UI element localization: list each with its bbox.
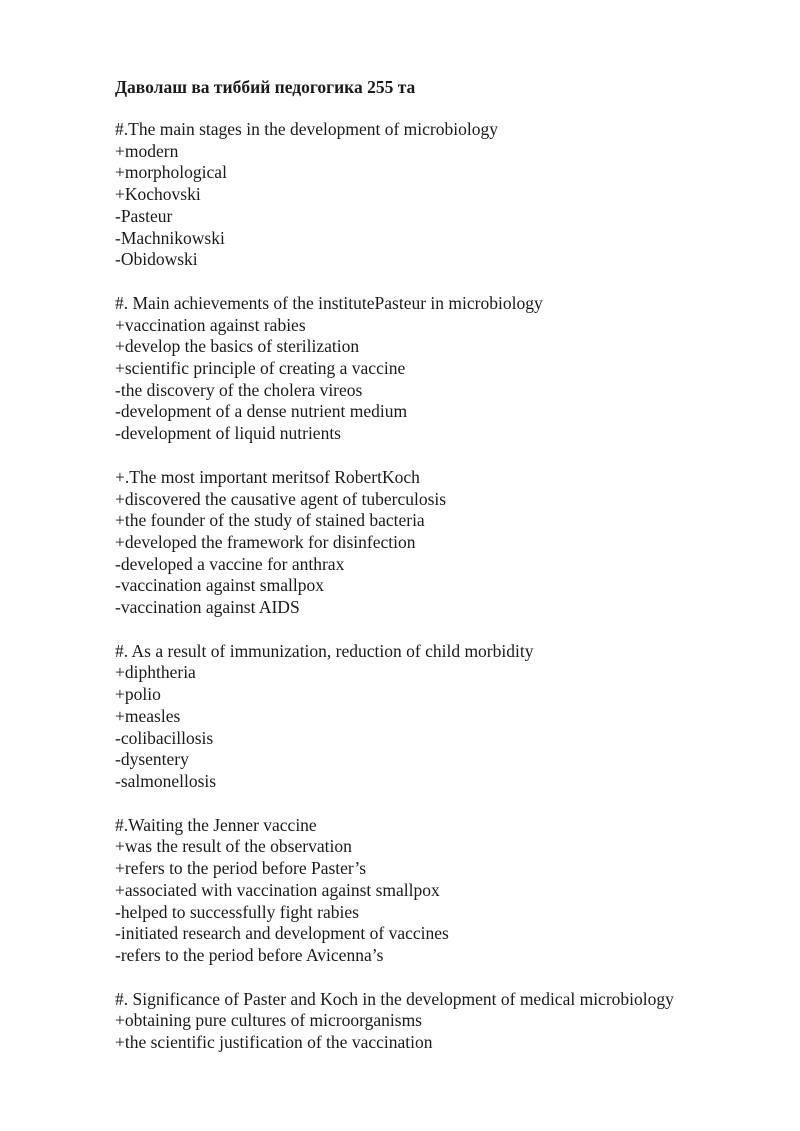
answer-option: +measles (115, 705, 181, 726)
answer-option: +diphtheria (115, 662, 196, 683)
question-block (115, 641, 775, 793)
answer-option: +refers to the period before Paster’s (115, 858, 367, 879)
answer-option: +associated with vaccination against smallpox (115, 879, 440, 900)
answer-option: +obtaining pure cultures of microorganisms (115, 1010, 422, 1031)
question-text: +.The most important meritsof RobertKoch (115, 466, 420, 487)
question-block (115, 467, 775, 619)
answer-option: -development of liquid nutrients (115, 423, 341, 444)
answer-option: -development of a dense nutrient medium (115, 401, 408, 422)
question-text: #.Waiting the Jenner vaccine (115, 814, 317, 835)
question-block (115, 293, 775, 445)
answer-option: -vaccination against smallpox (115, 575, 324, 596)
answer-option: +polio (115, 684, 161, 705)
answer-option: -refers to the period before Avicenna’s (115, 944, 384, 965)
question-text: #. As a result of immunization, reduction of child morbidity (115, 640, 534, 661)
answer-option: -developed a vaccine for anthrax (115, 553, 345, 574)
answer-option: -helped to successfully fight rabies (115, 901, 359, 922)
document-title: Даволаш ва тиббий педогогика 255 та (115, 77, 416, 97)
question-block (115, 119, 775, 271)
answer-option: +the scientific justification of the vaccination (115, 1032, 433, 1053)
answer-option: +vaccination against rabies (115, 314, 306, 335)
answer-option: +developed the framework for disinfection (115, 531, 416, 552)
answer-option: -colibacillosis (115, 727, 214, 748)
question-text: #. Main achievements of the institutePasteur in microbiology (115, 292, 543, 313)
question-text: #.The main stages in the development of microbiology (115, 119, 498, 139)
answer-option: +the founder of the study of stained bacteria (115, 510, 425, 531)
answer-option: -Obidowski (115, 249, 198, 270)
answer-option: -the discovery of the cholera vireos (115, 379, 363, 400)
answer-option: -salmonellosis (115, 770, 217, 791)
document-content (115, 76, 775, 1076)
question-block (115, 815, 775, 967)
question-block (115, 989, 775, 1054)
answer-option: -initiated research and development of vaccines (115, 923, 449, 944)
answer-option: +morphological (115, 162, 227, 183)
answer-option: +develop the basics of sterilization (115, 336, 360, 357)
answer-option: -Pasteur (115, 205, 173, 226)
answer-option: +Kochovski (115, 184, 201, 205)
answer-option: -vaccination against AIDS (115, 597, 300, 618)
answer-option: +modern (115, 140, 179, 161)
answer-option: +was the result of the observation (115, 836, 352, 857)
answer-option: +discovered the causative agent of tuberculosis (115, 488, 447, 509)
answer-option: -dysentery (115, 749, 189, 770)
answer-option: +scientific principle of creating a vaccine (115, 358, 406, 379)
spacer (115, 98, 775, 119)
answer-option: -Machnikowski (115, 227, 225, 248)
question-text: #. Significance of Paster and Koch in the development of medical microbiology (115, 988, 674, 1009)
